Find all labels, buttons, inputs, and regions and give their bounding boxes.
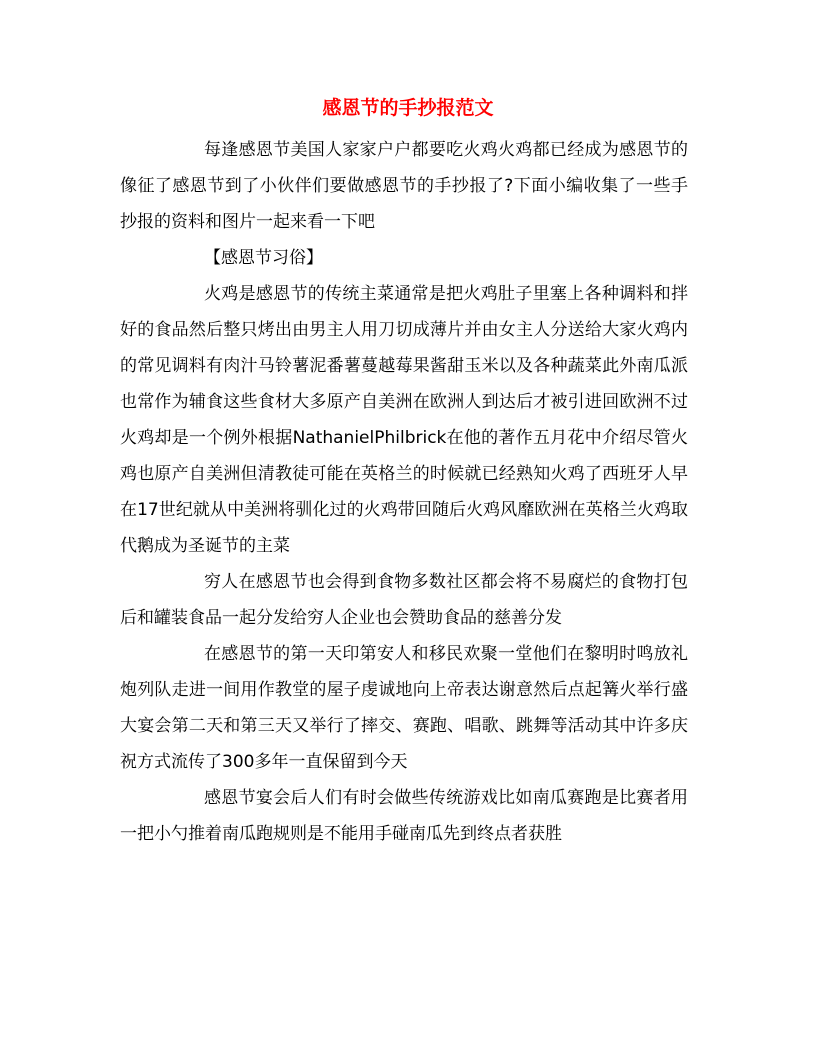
intro-paragraph: 每逢感恩节美国人家家户户都要吃火鸡火鸡都已经成为感恩节的像征了感恩节到了小伙伴们要做感恩节的手抄报了?下面小编收集了一些手抄报的资料和图片一起来看一下吧 — [120, 140, 688, 232]
history-paragraph: 在感恩节的第一天印第安人和移民欢聚一堂他们在黎明时鸣放礼炮列队走进一间用作教堂的屋子虔诚地向上帝表达谢意然后点起篝火举行盛大宴会第二天和第三天又举行了摔交、赛跑、唱歌、跳舞等活动其中许多庆祝方式流传了300多年一直保留到今天 — [120, 644, 688, 772]
turkey-paragraph: 火鸡是感恩节的传统主菜通常是把火鸡肚子里塞上各种调料和拌好的食品然后整只烤出由男主人用刀切成薄片并由女主人分送给大家火鸡内的常见调料有肉汁马铃薯泥番薯蔓越莓果酱甜玉米以及各种蔬菜此外南瓜派也常作为辅食这些食材大多原产自美洲在欧洲人到达后才被引进回欧洲不过火鸡却是一个例外根据NathanielPhilbrick在他的著作五月花中介绍尽管火鸡也原产自美洲但清教徒可能在英格兰的时候就已经熟知火鸡了西班牙人早在17世纪就从中美洲将驯化过的火鸡带回随后火鸡风靡欧洲在英格兰火鸡取代鹅成为圣诞节的主菜 — [120, 284, 688, 556]
document-title: 感恩节的手抄报范文 — [322, 97, 494, 119]
charity-paragraph: 穷人在感恩节也会得到食物多数社区都会将不易腐烂的食物打包后和罐装食品一起分发给穷人企业也会赞助食品的慈善分发 — [120, 572, 688, 628]
document-body — [120, 132, 688, 852]
games-paragraph: 感恩节宴会后人们有时会做些传统游戏比如南瓜赛跑是比赛者用一把小勺推着南瓜跑规则是不能用手碰南瓜先到终点者获胜 — [120, 788, 688, 844]
section-heading-customs: 【感恩节习俗】 — [204, 248, 323, 268]
